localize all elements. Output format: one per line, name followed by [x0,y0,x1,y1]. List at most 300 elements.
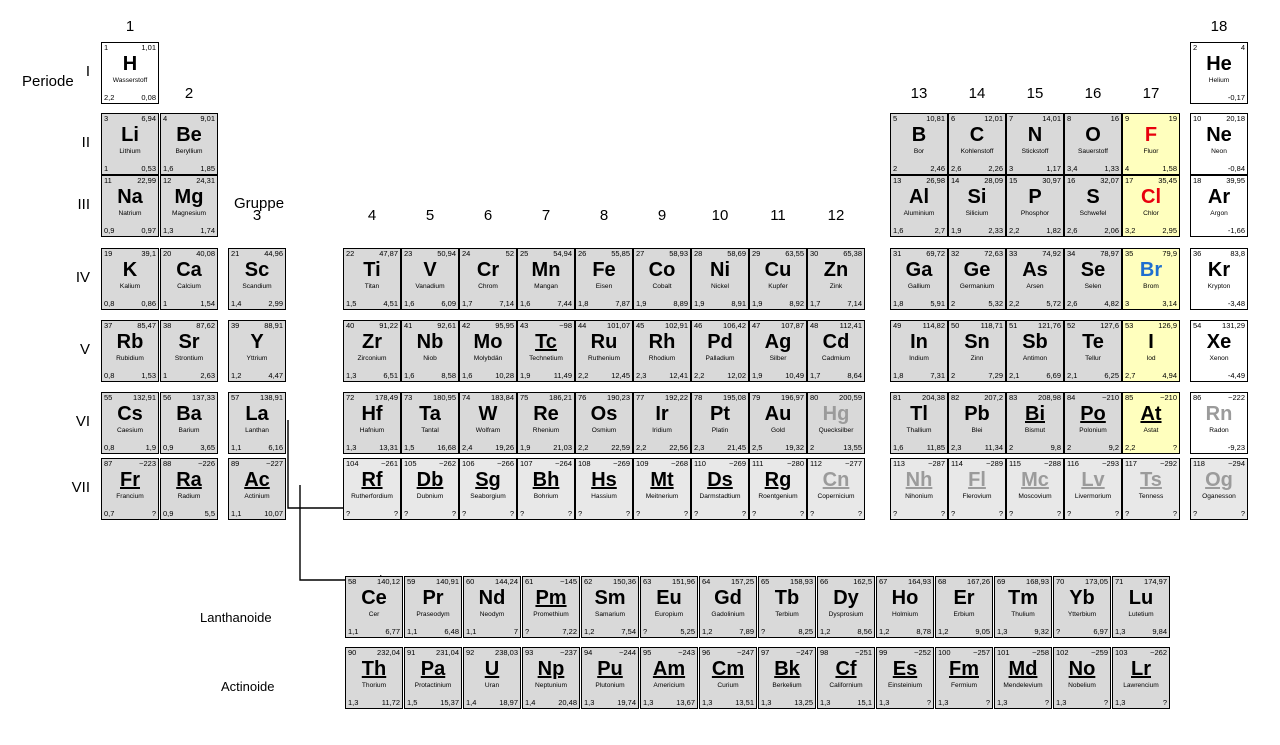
atomic-number: 58 [348,577,357,586]
element-cell-lu[interactable] [1112,576,1170,638]
density-value: 9,8 [1050,443,1061,452]
element-cell-n[interactable] [1006,113,1064,175]
element-cell-lv[interactable] [1064,458,1122,520]
element-cell-pu[interactable] [581,647,639,709]
period-number-IV: IV [75,269,90,286]
element-name: Nickel [711,283,729,290]
atomic-mass: 63,55 [785,249,804,258]
element-symbol: Hg [822,403,850,425]
element-cell-co[interactable] [633,248,691,310]
density-value: 3,14 [1162,299,1177,308]
atomic-mass: 39,1 [141,249,156,258]
electronegativity: 1 [163,299,168,308]
element-cell-os[interactable] [575,392,633,454]
element-cell-zn[interactable] [807,248,865,310]
atomic-number: 5 [893,114,898,123]
actinoide-label: Actinoide [221,679,275,694]
atomic-mass: 55,85 [611,249,630,258]
element-name: Zinn [970,355,984,362]
element-cell-th[interactable] [345,647,403,709]
atomic-mass: 12,01 [984,114,1003,123]
element-cell-mg[interactable] [160,175,218,237]
electronegativity: 2,3 [636,371,647,380]
element-cell-ti[interactable] [343,248,401,310]
density-value: 15,1 [857,698,872,707]
element-cell-rg[interactable] [749,458,807,520]
atomic-number: 19 [104,249,113,258]
group-number-5: 5 [425,207,435,224]
element-name: Uran [484,682,500,689]
element-symbol: Hf [361,403,383,425]
density-value: ? [393,509,398,518]
atomic-number: 28 [694,249,703,258]
element-cell-tb[interactable] [758,576,816,638]
atomic-mass: ~257 [973,648,990,657]
density-value: 22,56 [669,443,688,452]
electronegativity: ? [643,627,648,636]
density-value: 12,41 [669,371,688,380]
atomic-mass: 92,61 [437,321,456,330]
element-cell-sn[interactable] [948,320,1006,382]
density-value: 9,05 [975,627,990,636]
atomic-mass: 54,94 [553,249,572,258]
element-name: Nobelium [1068,682,1096,689]
density-value: 1,17 [1046,164,1061,173]
element-name: Ruthenium [588,355,620,362]
electronegativity: 2,1 [1009,371,1020,380]
atomic-number: 97 [761,648,770,657]
electronegativity: 1,7 [462,299,473,308]
element-cell-pt[interactable] [691,392,749,454]
electronegativity: 1,3 [879,698,890,707]
group-number-4: 4 [367,207,377,224]
atomic-mass: ~280 [787,459,804,468]
atomic-number: 64 [702,577,711,586]
atomic-number: 108 [578,459,591,468]
density-value: 11,72 [381,698,400,707]
electronegativity: 1,3 [997,698,1008,707]
element-symbol: Er [953,587,975,609]
density-value: 7,22 [562,627,577,636]
element-cell-fr[interactable] [101,458,159,520]
element-cell-po[interactable] [1064,392,1122,454]
atomic-mass: ~259 [1091,648,1108,657]
atomic-number: 67 [879,577,888,586]
element-name: Cer [368,611,380,618]
atomic-number: 103 [1115,648,1128,657]
electronegativity: 1,2 [879,627,890,636]
period-number-II: II [81,134,90,151]
element-cell-yb[interactable] [1053,576,1111,638]
element-cell-w[interactable] [459,392,517,454]
element-cell-gd[interactable] [699,576,757,638]
density-value: ? [625,509,630,518]
density-value: 10,49 [785,371,804,380]
electronegativity: 1,9 [520,443,531,452]
element-cell-mn[interactable] [517,248,575,310]
electronegativity: 1,3 [346,443,357,452]
element-name: Blei [971,427,983,434]
element-cell-al[interactable] [890,175,948,237]
element-symbol: Ds [707,469,733,491]
electronegativity: 1,3 [1056,698,1067,707]
electronegativity: 1,6 [462,371,473,380]
electronegativity: 2 [951,371,956,380]
element-cell-k[interactable] [101,248,159,310]
group-number-9: 9 [657,207,667,224]
element-cell-ga[interactable] [890,248,948,310]
density-value: 16,68 [437,443,456,452]
element-symbol: Tc [535,331,557,353]
element-name: Actinium [244,493,270,500]
atomic-number: 107 [520,459,533,468]
element-name: Kohlenstoff [960,148,994,155]
atomic-mass: 140,12 [377,577,400,586]
element-cell-h[interactable] [101,42,159,104]
electronegativity: 0,8 [104,371,115,380]
element-cell-er[interactable] [935,576,993,638]
element-cell-br[interactable] [1122,248,1180,310]
element-name: Francium [116,493,144,500]
element-cell-cd[interactable] [807,320,865,382]
element-cell-sm[interactable] [581,576,639,638]
electronegativity: 2,5 [752,443,763,452]
atomic-number: 70 [1056,577,1065,586]
density-value: ? [1103,698,1108,707]
atomic-mass: 69,72 [926,249,945,258]
element-symbol: C [969,124,985,146]
element-cell-cu[interactable] [749,248,807,310]
atomic-mass: ~266 [497,459,514,468]
density-value: ? [741,509,746,518]
element-symbol: Hs [591,469,617,491]
element-symbol: Ne [1206,124,1232,146]
element-cell-rb[interactable] [101,320,159,382]
density-value: -0,84 [1227,164,1245,173]
density-value: ? [1172,509,1177,518]
atomic-number: 27 [636,249,645,258]
element-cell-au[interactable] [749,392,807,454]
atomic-mass: 39,95 [1226,176,1245,185]
element-cell-si[interactable] [948,175,1006,237]
element-cell-ar[interactable] [1190,175,1248,237]
element-symbol: Nh [905,469,933,491]
element-cell-ds[interactable] [691,458,749,520]
atomic-mass: 32,07 [1100,176,1119,185]
electronegativity: 2,2 [1009,299,1020,308]
element-cell-sb[interactable] [1006,320,1064,382]
element-symbol: Nb [416,331,444,353]
electronegativity: ? [761,627,766,636]
element-cell-ge[interactable] [948,248,1006,310]
element-cell-cm[interactable] [699,647,757,709]
element-cell-ir[interactable] [633,392,691,454]
electronegativity: 1,3 [820,698,831,707]
element-cell-c[interactable] [948,113,1006,175]
atomic-number: 89 [231,459,240,468]
element-cell-nd[interactable] [463,576,521,638]
density-value: 7 [513,627,518,636]
atomic-number: 83 [1009,393,1018,402]
element-cell-xe[interactable] [1190,320,1248,382]
element-cell-pd[interactable] [691,320,749,382]
element-name: Einsteinium [887,682,923,689]
atomic-number: 92 [466,648,475,657]
atomic-number: 12 [163,176,172,185]
electronegativity: 2,6 [1067,299,1078,308]
element-cell-fl[interactable] [948,458,1006,520]
element-name: Platin [711,427,729,434]
element-cell-ra[interactable] [160,458,218,520]
element-cell-rf[interactable] [343,458,401,520]
element-cell-rh[interactable] [633,320,691,382]
element-cell-pm[interactable] [522,576,580,638]
element-cell-sg[interactable] [459,458,517,520]
element-cell-fm[interactable] [935,647,993,709]
atomic-number: 98 [820,648,829,657]
element-name: Arsen [1026,283,1044,290]
element-cell-b[interactable] [890,113,948,175]
electronegativity: 1,5 [407,698,418,707]
element-symbol: Es [892,658,918,680]
element-cell-tl[interactable] [890,392,948,454]
element-cell-db[interactable] [401,458,459,520]
element-cell-pa[interactable] [404,647,462,709]
atomic-mass: ~251 [855,648,872,657]
element-name: Calcium [177,283,201,290]
element-cell-ba[interactable] [160,392,218,454]
atomic-mass: 19 [1168,114,1177,123]
element-cell-bi[interactable] [1006,392,1064,454]
atomic-mass: 106,42 [723,321,746,330]
atomic-number: 118 [1193,459,1205,468]
element-cell-cf[interactable] [817,647,875,709]
element-cell-mc[interactable] [1006,458,1064,520]
density-value: -1,66 [1227,226,1245,235]
element-cell-ts[interactable] [1122,458,1180,520]
element-cell-as[interactable] [1006,248,1064,310]
element-name: Copernicium [817,493,855,500]
element-cell-in[interactable] [890,320,948,382]
density-value: 12,45 [611,371,630,380]
element-symbol: At [1140,403,1162,425]
atomic-mass: 78,97 [1100,249,1119,258]
atomic-mass: ~244 [619,648,636,657]
atomic-number: 52 [1067,321,1076,330]
element-cell-na[interactable] [101,175,159,237]
element-cell-ca[interactable] [160,248,218,310]
atomic-mass: 24,31 [196,176,215,185]
element-cell-cs[interactable] [101,392,159,454]
density-value: 1,33 [1104,164,1119,173]
element-cell-am[interactable] [640,647,698,709]
density-value: 8,64 [847,371,862,380]
element-symbol: Be [176,124,202,146]
electronegativity: 1,9 [752,371,763,380]
atomic-mass: ~237 [560,648,577,657]
element-name: Europium [654,611,684,618]
element-cell-hf[interactable] [343,392,401,454]
element-name: Thorium [361,682,387,689]
atomic-number: 49 [893,321,902,330]
element-name: Tantal [421,427,439,434]
element-name: Roentgenium [758,493,798,500]
element-cell-at[interactable] [1122,392,1180,454]
element-cell-rn[interactable] [1190,392,1248,454]
element-cell-ac[interactable] [228,458,286,520]
atomic-number: 8 [1067,114,1072,123]
electronegativity: 1,1 [407,627,418,636]
element-cell-eu[interactable] [640,576,698,638]
element-name: Antimon [1022,355,1048,362]
element-cell-pb[interactable] [948,392,1006,454]
element-symbol: Ni [710,259,730,281]
element-name: Palladium [705,355,735,362]
element-cell-mo[interactable] [459,320,517,382]
element-cell-v[interactable] [401,248,459,310]
element-symbol: Fl [968,469,986,491]
atomic-number: 59 [407,577,416,586]
element-cell-sc[interactable] [228,248,286,310]
element-symbol: U [484,658,500,680]
density-value: ? [451,509,456,518]
element-cell-hs[interactable] [575,458,633,520]
element-cell-md[interactable] [994,647,1052,709]
element-cell-be[interactable] [160,113,218,175]
atomic-number: 117 [1125,459,1137,468]
density-value: ? [1172,443,1177,452]
element-name: Gadolinium [711,611,745,618]
element-cell-dy[interactable] [817,576,875,638]
element-cell-ne[interactable] [1190,113,1248,175]
electronegativity: 1,3 [643,698,654,707]
element-cell-fe[interactable] [575,248,633,310]
atomic-number: 34 [1067,249,1076,258]
element-name: Quecksilber [818,427,854,434]
element-cell-cn[interactable] [807,458,865,520]
element-name: Helium [1208,77,1230,84]
element-cell-la[interactable] [228,392,286,454]
element-name: Neptunium [535,682,567,689]
element-name: Praseodym [416,611,450,618]
element-symbol: Mg [174,186,204,208]
atomic-number: 54 [1193,321,1202,330]
element-cell-ag[interactable] [749,320,807,382]
element-cell-tm[interactable] [994,576,1052,638]
atomic-number: 102 [1056,648,1069,657]
element-cell-ta[interactable] [401,392,459,454]
atomic-mass: 118,71 [980,321,1003,330]
element-symbol: Pa [420,658,446,680]
element-symbol: Sm [594,587,626,609]
element-name: Chrom [478,283,498,290]
density-value: 9,2 [1108,443,1119,452]
element-cell-se[interactable] [1064,248,1122,310]
element-cell-he[interactable] [1190,42,1248,104]
element-cell-ru[interactable] [575,320,633,382]
element-cell-y[interactable] [228,320,286,382]
electronegativity: 1,1 [348,627,359,636]
electronegativity: 1,6 [404,299,415,308]
element-cell-nb[interactable] [401,320,459,382]
element-cell-nh[interactable] [890,458,948,520]
atomic-mass: ~262 [439,459,456,468]
atomic-mass: 190,23 [607,393,630,402]
element-cell-o[interactable] [1064,113,1122,175]
element-symbol: Mn [531,259,561,281]
element-cell-cr[interactable] [459,248,517,310]
element-cell-zr[interactable] [343,320,401,382]
element-cell-np[interactable] [522,647,580,709]
atomic-mass: 83,8 [1230,249,1245,258]
element-cell-ce[interactable] [345,576,403,638]
element-cell-mt[interactable] [633,458,691,520]
atomic-number: 99 [879,648,888,657]
electronegativity: 1,9 [520,371,531,380]
atomic-mass: 127,6 [1100,321,1119,330]
element-cell-ni[interactable] [691,248,749,310]
element-name: Strontium [174,355,204,362]
element-cell-i[interactable] [1122,320,1180,382]
density-value: 20,48 [558,698,577,707]
element-cell-ho[interactable] [876,576,934,638]
element-cell-f[interactable] [1122,113,1180,175]
atomic-number: 9 [1125,114,1130,123]
element-cell-li[interactable] [101,113,159,175]
element-cell-kr[interactable] [1190,248,1248,310]
element-cell-tc[interactable] [517,320,575,382]
electronegativity: 2 [893,164,898,173]
element-cell-hg[interactable] [807,392,865,454]
atomic-mass: 58,93 [669,249,688,258]
element-cell-bk[interactable] [758,647,816,709]
element-name: Barium [178,427,200,434]
element-name: Rhenium [532,427,560,434]
element-cell-pr[interactable] [404,576,462,638]
element-cell-s[interactable] [1064,175,1122,237]
element-cell-es[interactable] [876,647,934,709]
element-cell-re[interactable] [517,392,575,454]
element-name: Beryllium [175,148,203,155]
atomic-mass: 114,82 [922,321,945,330]
element-cell-bh[interactable] [517,458,575,520]
element-name: Berkelium [772,682,802,689]
atomic-mass: 238,03 [495,648,518,657]
atomic-mass: 138,91 [260,393,283,402]
atomic-mass: 74,92 [1042,249,1061,258]
element-symbol: Bk [774,658,800,680]
element-symbol: P [1028,186,1042,208]
density-value: ? [940,509,945,518]
atomic-number: 45 [636,321,645,330]
atomic-mass: ~264 [555,459,572,468]
element-cell-cl[interactable] [1122,175,1180,237]
atomic-number: 25 [520,249,529,258]
element-cell-no[interactable] [1053,647,1111,709]
element-cell-te[interactable] [1064,320,1122,382]
atomic-number: 87 [104,459,113,468]
element-symbol: Co [648,259,676,281]
element-cell-sr[interactable] [160,320,218,382]
element-cell-lr[interactable] [1112,647,1170,709]
electronegativity: 3 [1125,299,1130,308]
element-cell-p[interactable] [1006,175,1064,237]
element-cell-u[interactable] [463,647,521,709]
element-name: Indium [909,355,929,362]
atomic-mass: 195,08 [723,393,746,402]
density-value: -0,17 [1227,93,1245,102]
element-cell-og[interactable] [1190,458,1248,520]
